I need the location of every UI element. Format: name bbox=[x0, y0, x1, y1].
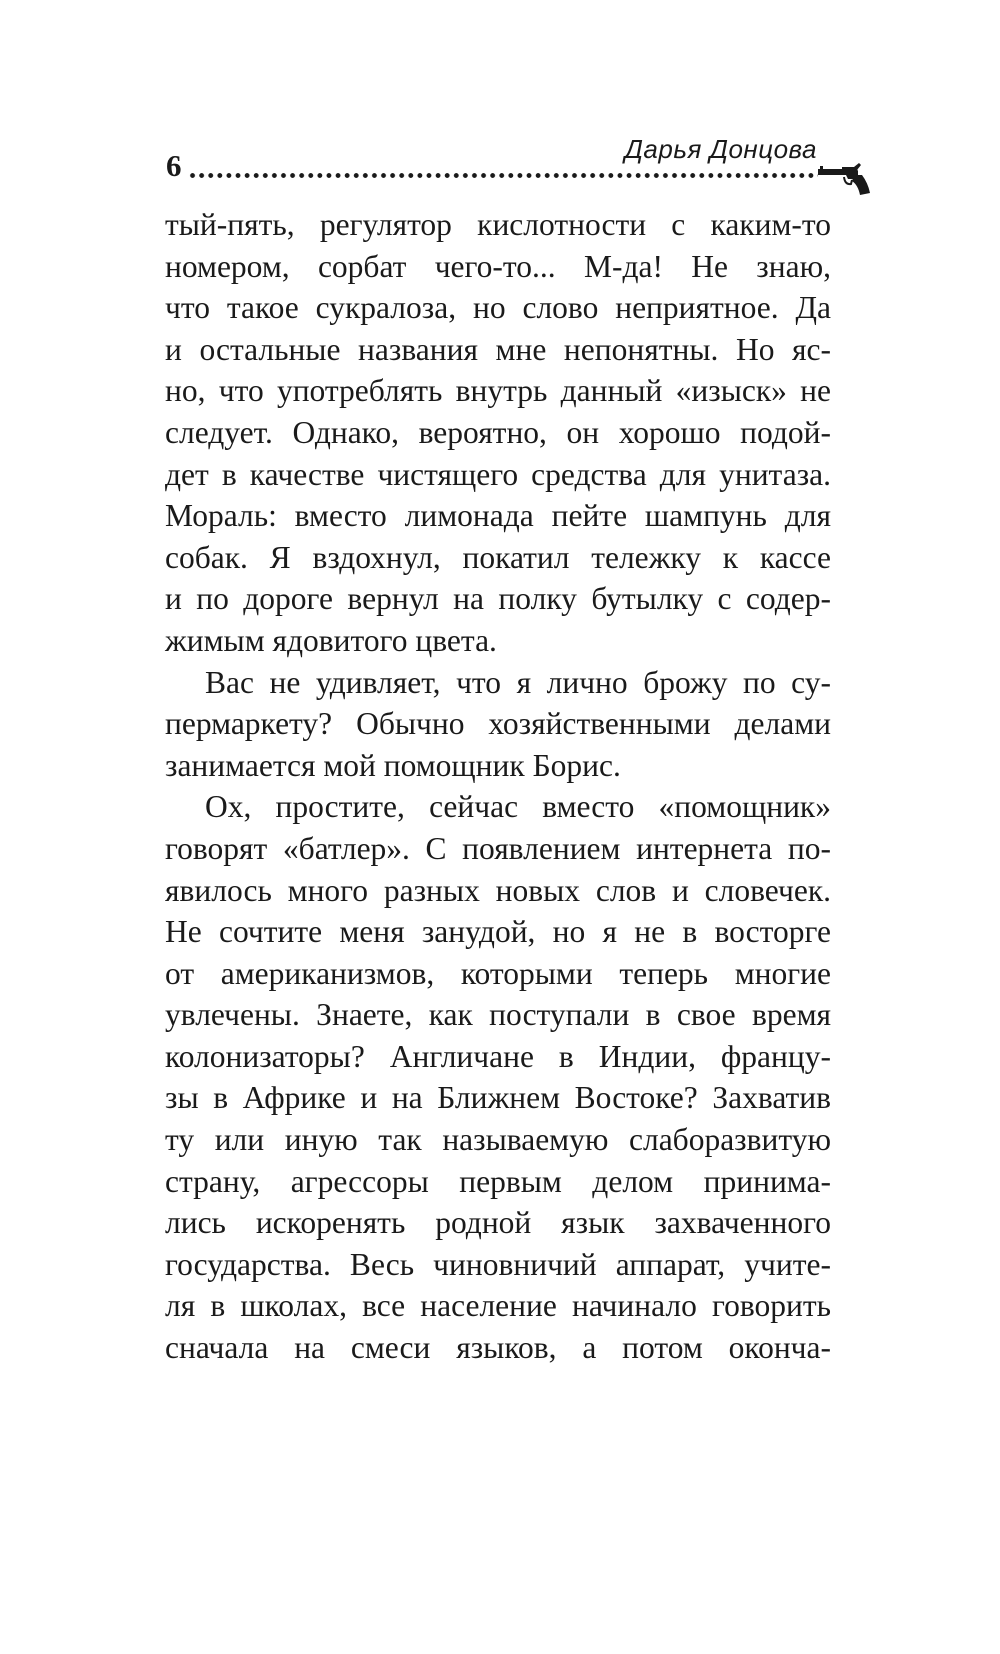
text-line: страну, агрессоры первым делом принима- bbox=[165, 1163, 831, 1199]
text-line: Вас не удивляет, что я лично брожу по су- bbox=[205, 664, 831, 700]
text-line: номером, сорбат чего-то... М-да! Не знаю, bbox=[165, 248, 831, 284]
text-line: сначала на смеси языков, а потом оконча- bbox=[165, 1330, 831, 1366]
text-line: что такое сукралоза, но слово неприятное. Да bbox=[165, 290, 831, 326]
text-line: и по дороге вернул на полку бутылку с содер- bbox=[165, 581, 831, 617]
text-line: колонизаторы? Англичане в Индии, францу- bbox=[165, 1038, 831, 1074]
text-line: следует. Однако, вероятно, он хорошо подой- bbox=[165, 414, 831, 450]
text-line: государства. Весь чиновничий аппарат, учите- bbox=[165, 1246, 831, 1282]
text-line: увлечены. Знаете, как поступали в свое время bbox=[165, 997, 831, 1033]
body-text bbox=[165, 204, 831, 1369]
text-line: занимается мой помощник Борис. bbox=[165, 747, 621, 783]
text-line: говорят «батлер». С появлением интернета по- bbox=[165, 830, 831, 866]
text-line: ту или иную так называемую слаборазвитую bbox=[165, 1122, 831, 1158]
header-dotted-rule bbox=[188, 172, 818, 179]
running-header-author: Дарья Донцова bbox=[624, 134, 817, 164]
text-line: дет в качестве чистящего средства для унитаза. bbox=[165, 456, 831, 492]
text-line: зы в Африке и на Ближнем Востоке? Захватив bbox=[165, 1080, 831, 1116]
text-line: и остальные названия мне непонятны. Но яс- bbox=[165, 331, 831, 367]
page-number: 6 bbox=[166, 148, 182, 183]
text-line: тый-пять, регулятор кислотности с каким-то bbox=[165, 207, 831, 242]
text-line: ля в школах, все население начинало говорить bbox=[165, 1288, 831, 1324]
text-line: явилось много разных новых слов и словечек. bbox=[165, 872, 831, 908]
text-line: лись искоренять родной язык захваченного bbox=[165, 1205, 831, 1241]
text-line: Мораль: вместо лимонада пейте шампунь для bbox=[165, 498, 831, 534]
text-line: но, что употреблять внутрь данный «изыск» не bbox=[165, 373, 831, 409]
text-line: от американизмов, которыми теперь многие bbox=[165, 955, 831, 991]
text-line: пермаркету? Обычно хозяйственными делами bbox=[165, 706, 831, 742]
text-line: жимым ядовитого цвета. bbox=[165, 622, 497, 658]
text-line: Ох, простите, сейчас вместо «помощник» bbox=[205, 789, 831, 825]
text-line: Не сочтите меня занудой, но я не в восторге bbox=[165, 914, 831, 950]
revolver-icon bbox=[818, 163, 870, 195]
text-line: собак. Я вздохнул, покатил тележку к кассе bbox=[165, 539, 831, 575]
